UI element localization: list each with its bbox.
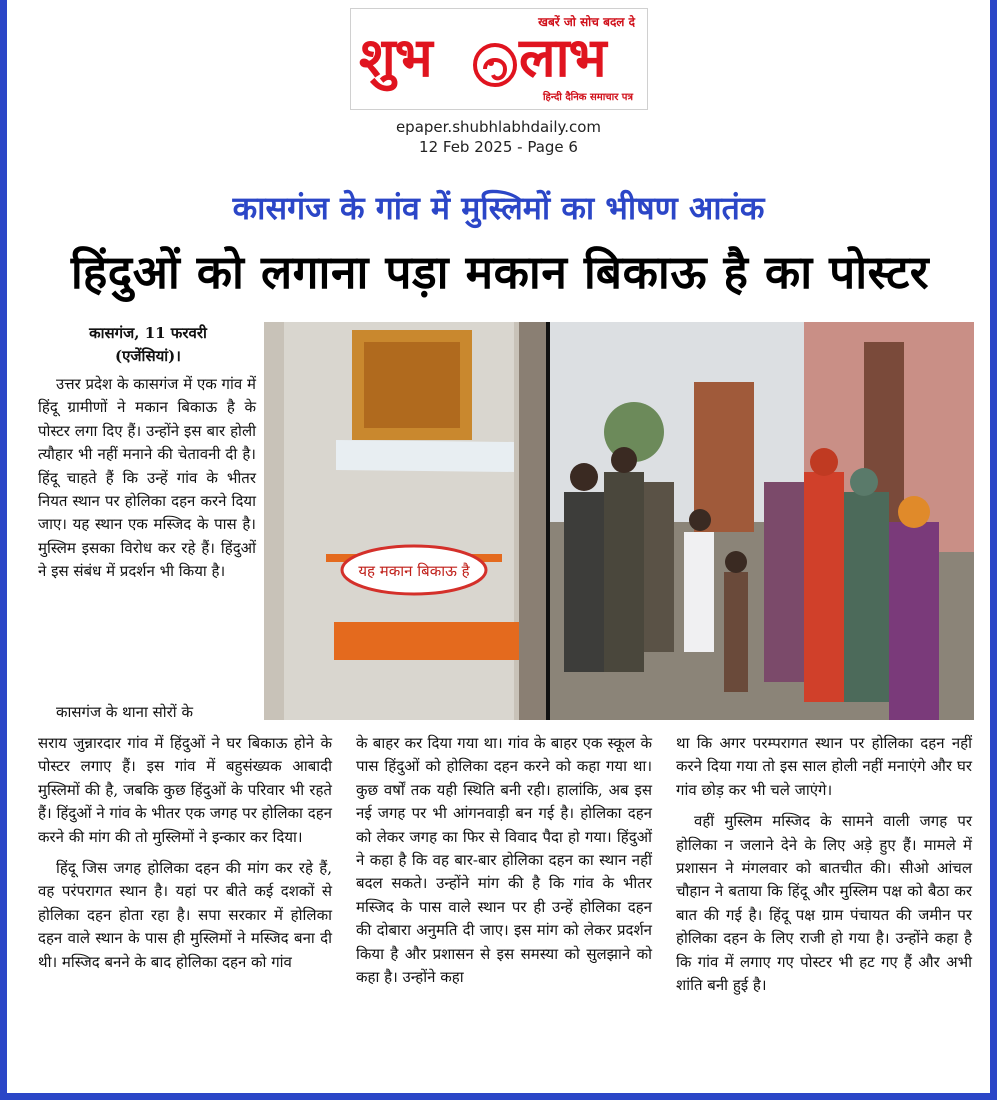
article-headline: हिंदुओं को लगाना पड़ा मकान बिकाऊ है का पोस्टर — [70, 245, 930, 299]
article-column-1-mid — [38, 701, 256, 724]
dateline — [48, 322, 248, 368]
article-column-1-bottom — [38, 732, 332, 974]
article-kicker: कासगंज के गांव में मुस्लिमों का भीषण आतंक — [232, 189, 765, 227]
paragraph-2-rest: सराय जुन्नारदार गांव में हिंदुओं ने घर बिकाऊ होने के पोस्टर लगाए हैं। इस गांव में बहुसंख्यक आबादी मुस्लिमों की है, जबकि कुछ हिंदुओं के परिवार भी रहते हैं। हिंदुओं ने गांव के भीतर एक जगह पर होलिका दहन करने की मांग की तो मुस्लिमों ने इन्कार कर दिया। — [38, 734, 332, 846]
paragraph-6: वहीं मुस्लिम मस्जिद के सामने वाली जगह पर होलिका न जलाने देने के लिए अड़े हुए हैं। मामले में प्रशासन ने मंगलवार को बातचीत की। सीओ आंचल चौहान ने बताया कि हिंदू और मुस्लिम पक्ष को बैठा कर बात की गई है। हिंदू पक्ष ग्राम पंचायत की जमीन पर होलिका दहन के लिए राजी हो गया है। उन्होंने कहा है कि गांव में लगाए गए पोस्टर भी हट गए हैं और अभी शांति बनी हुई है। — [676, 812, 972, 995]
masthead-tagline: खबरें जो सोच बदल दे — [538, 15, 635, 29]
source-date-page: 12 Feb 2025 - Page 6 — [419, 138, 578, 156]
paragraph-3: हिंदू जिस जगह होलिका दहन की मांग कर रहे हैं, वह परंपरागत स्थान है। यहां पर बीते कई दशकों से होलिका दहन होता रहा है। सपा सरकार में होलिका दहन वाले स्थान के पास ही मुस्लिमों ने मस्जिद बना दी थी। मस्जिद बनने के बाद होलिका दहन को गांव — [38, 859, 332, 971]
dateline-agency: (एजेंसियां)। — [115, 347, 181, 365]
photo-illustration — [264, 322, 974, 720]
paragraph-1: उत्तर प्रदेश के कासगंज में एक गांव में हिंदू ग्रामीणों ने मकान बिकाऊ है के पोस्टर लगा दिए हैं। उन्होंने इस बार होली त्यौहार भी नहीं मनाने की चेतावनी दी है। हिंदू चाहते हैं कि उन्हें गांव के भीतर नियत स्थान पर होलिका दहन करने दिया जाए। यह स्थान एक मस्जिद के पास है। मुस्लिम इसका विरोध कर रहे हैं। हिंदुओं ने इस संबंध में प्रदर्शन भी किया है। — [38, 375, 256, 581]
photo-sign-text: यह मकान बिकाऊ है — [358, 562, 470, 580]
logo-word-left: शुभ — [359, 26, 432, 89]
article-column-1-top — [38, 373, 256, 584]
paragraph-4: के बाहर कर दिया गया था। गांव के बाहर एक स्कूल के पास हिंदुओं को होलिका दहन करने को कहा गया था। कुछ वर्षों तक यही स्थिति बनी रही। हालांकि, अब इस नई जगह पर भी आंगनवाड़ी बन गई है। होलिका दहन को लेकर जगह का फिर से विवाद पैदा हो गया। हिंदुओं ने कहा है कि वह बार-बार होलिका दहन का स्थान नहीं बदल सकते। उन्होंने मांग की है कि गांव के भीतर मस्जिद के पास वाले स्थान पर ही उन्हें होलिका दहन की दोबारा अनुमति दी जाए। इस मांग को लेकर प्रदर्शन किया है और प्रशासन से इस समस्या को सुलझाने को कहा है। उन्होंने कहा — [356, 734, 652, 987]
paragraph-5: था कि अगर परम्परागत स्थान पर होलिका दहन नहीं करने दिया गया तो इस साल होली नहीं मनाएंगे और घर गांव छोड़ कर भी चले जाएंगे। — [676, 734, 972, 799]
dateline-place-date: कासगंज, 11 फरवरी — [89, 324, 207, 342]
masthead-subtitle: हिन्दी दैनिक समाचार पत्र — [542, 92, 633, 103]
article-column-2 — [356, 732, 652, 989]
logo-word-right: लाभ — [519, 26, 606, 89]
news-photo — [264, 322, 974, 720]
article-column-3 — [676, 732, 972, 997]
ganesha-icon — [469, 39, 521, 91]
paragraph-2-start: कासगंज के थाना सोरों के — [56, 703, 193, 721]
source-url: epaper.shubhlabhdaily.com — [395, 118, 602, 136]
masthead-logo — [350, 8, 648, 110]
